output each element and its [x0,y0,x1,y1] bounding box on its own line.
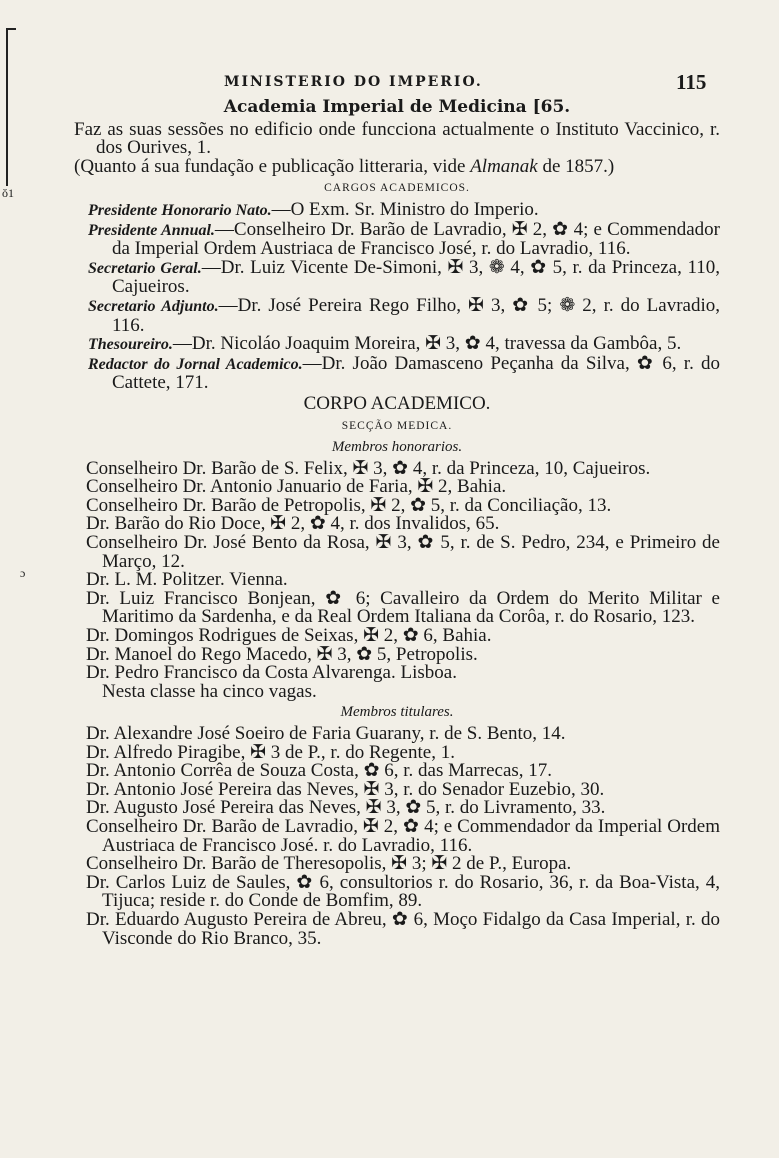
list-item: Dr. Alexandre José Soeiro de Faria Guarany, r. de S. Bento, 14. [86,723,566,744]
cargo-item: Presidente Annual.—Conselheiro Dr. Barão de Lavradio, ✠ 2, ✿ 4; e Commendador da Imperial Ordem Austriaca de Francisco José, r. do Lavradio, 116. [88,218,720,260]
list-item: Dr. Barão do Rio Doce, ✠ 2, ✿ 4, r. dos Invalidos, 65. [86,513,500,535]
titulares-list [74,725,720,948]
list-item: Dr. Antonio Corrêa de Souza Costa, ✿ 6, r. das Marrecas, 17. [86,760,553,782]
cargo-item: Redactor do Jornal Academico.—Dr. João Damasceno Peçanha da Silva, ✿ 6, r. do Cattete, 171. [88,352,720,394]
margin-bracket [6,28,16,186]
list-item: Conselheiro Dr. José Bento da Rosa, ✠ 3, ✿ 5, r. de S. Pedro, 234, e Primeiro de Março, 12. [86,532,720,572]
list-item: Dr. Eduardo Augusto Pereira de Abreu, ✿ 6, Moço Fidalgo da Casa Imperial, r. do Visconde do Rio Branco, 35. [86,908,720,949]
honorarios-list [74,457,720,702]
cargo-item: Thesoureiro.—Dr. Nicoláo Joaquim Moreira, ✠ 3, ✿ 4, travessa da Gambôa, 5. [88,333,682,355]
academy-note: (Quanto á sua fundação e publicação litteraria, vide Almanak de 1857.) [74,155,615,177]
list-item: Conselheiro Dr. Antonio Januario de Faria, ✠ 2, Bahia. [86,476,507,498]
list-item: Dr. Carlos Luiz de Saules, ✿ 6, consultorios r. do Rosario, 36, r. da Boa-Vista, 4, Tijuca; reside r. do Conde de Bomfim, 89. [86,871,720,912]
list-item: Dr. Manoel do Rego Macedo, ✠ 3, ✿ 5, Petropolis. [86,643,478,665]
margin-mark-top: ŏ1 [2,186,14,200]
list-item: Conselheiro Dr. Barão de Lavradio, ✠ 2, ✿ 4; e Commendador da Imperial Ordem Austriaca de Francisco José. r. do Lavradio, 116. [86,815,720,856]
cargos-list [74,198,721,394]
page-number: 115 [676,70,707,94]
list-item: Dr. Augusto José Pereira das Neves, ✠ 3, ✿ 5, r. do Livramento, 33. [86,797,606,819]
list-item: Dr. Alfredo Piragibe, ✠ 3 de P., r. do Regente, 1. [86,741,455,763]
cargo-item: Secretario Adjunto.—Dr. José Pereira Rego Filho, ✠ 3, ✿ 5; ❁ 2, r. do Lavradio, 116. [88,294,721,336]
page-body [74,98,720,948]
corpo-heading: CORPO ACADEMICO. [303,392,491,414]
running-title: MINISTERIO DO IMPERIO. [224,74,483,90]
list-item: Dr. Domingos Rodrigues de Seixas, ✠ 2, ✿ 6, Bahia. [86,625,492,647]
list-item: Dr. L. M. Politzer. Vienna. [86,569,288,591]
cargo-item: Secretario Geral.—Dr. Luiz Vicente De-Simoni, ✠ 3, ❁ 4, ✿ 5, r. da Princeza, 110, Cajueiros. [88,256,721,298]
page-header [0,70,779,94]
academy-intro: Faz as suas sessões no edificio onde funcciona actualmente o Instituto Vaccinico, r. dos Ourives, 1. [74,118,720,159]
vacancy-note: Nesta classe ha cinco vagas. [102,680,317,702]
cargo-item: Presidente Honorario Nato.—O Exm. Sr. Ministro do Imperio. [88,198,539,220]
honorarios-heading: Membros honorarios. [331,439,463,456]
cargos-heading: CARGOS ACADEMICOS. [324,182,470,195]
list-item: Dr. Pedro Francisco da Costa Alvarenga. Lisboa. [86,662,457,684]
academy-title: Academia Imperial de Medicina [65. [223,97,571,117]
section-heading: SECÇÃO MEDICA. [341,419,453,432]
list-item: Conselheiro Dr. Barão de Petropolis, ✠ 2, ✿ 5, r. da Conciliação, 13. [86,494,612,516]
list-item: Dr. Antonio José Pereira das Neves, ✠ 3, r. do Senador Euzebio, 30. [86,778,605,800]
titulares-heading: Membros titulares. [340,704,454,721]
margin-mark-mid: ɔ [20,566,26,580]
list-item: Conselheiro Dr. Barão de Theresopolis, ✠ 3; ✠ 2 de P., Europa. [86,853,572,875]
list-item: Dr. Luiz Francisco Bonjean, ✿ 6; Cavalleiro da Ordem do Merito Militar e Maritimo da Sardenha, e da Real Ordem Italiana da Corôa, r. do Rosario, 123. [86,587,720,628]
list-item: Conselheiro Dr. Barão de S. Felix, ✠ 3, ✿ 4, r. da Princeza, 10, Cajueiros. [86,457,651,479]
